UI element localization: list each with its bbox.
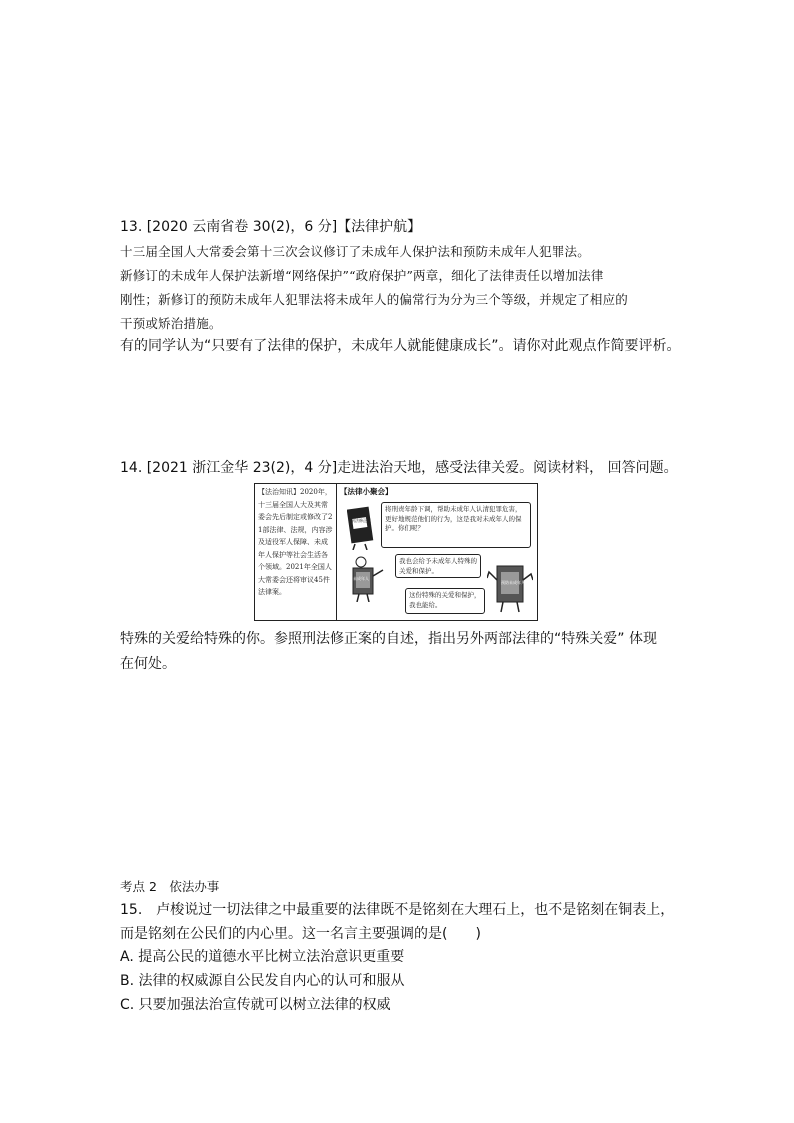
q13-material-line-2: 新修订的未成年人保护法新增“网络保护”“政府保护”两章，细化了法律责任以增加法律 bbox=[120, 268, 604, 283]
q14-question-line-2: 在何处。 bbox=[120, 656, 176, 672]
q13-header: 13. [2020 云南省卷 30(2)，6 分]【法律护航】 bbox=[120, 219, 422, 235]
speech-bubble-crime-prevention: 这份特殊的关爱和保护，我也能给。 bbox=[405, 588, 485, 614]
comic-left-text: 【法治知讯】2020年，十三届全国人大及其常委会先后制定或修改了21部法律、法规，内容涉及适役军人保障、未成年人保护等社会生活各个领域。2021年全国人大常委会还将审议45件法律案。 bbox=[258, 488, 333, 596]
book3-label: 预防未成年人 bbox=[501, 580, 525, 585]
q15-option-b: B. 法律的权威源自公民发自内心的认可和服从 bbox=[120, 973, 405, 989]
q13-question: 有的同学认为“只要有了法律的保护，未成年人就能健康成长”。请你对此观点作简要评析。 bbox=[120, 338, 681, 354]
section-title: 考点 2 依法办事 bbox=[120, 879, 220, 894]
comic-right-title: 【法律小聚会】 bbox=[340, 487, 393, 496]
q13-material-line-4: 干预或矫治措施。 bbox=[120, 316, 222, 331]
comic-illustration bbox=[254, 483, 538, 621]
book1-label: 刑法修正案 bbox=[351, 518, 371, 523]
q13-material-line-1: 十三届全国人大常委会第十三次会议修订了未成年人保护法和预防未成年人犯罪法。 bbox=[120, 244, 590, 259]
crime-prevention-book-figure bbox=[487, 562, 533, 616]
q15-option-a: A. 提高公民的道德水平比树立法治意识更重要 bbox=[120, 949, 405, 965]
comic-right-panel bbox=[337, 484, 537, 620]
q15-option-c: C. 只要加强法治宣传就可以树立法律的权威 bbox=[120, 997, 391, 1013]
speech-bubble-criminal-law: 将刑责年龄下调，帮助未成年人认清犯罪危害，更好地规范他们的行为，这是我对未成年人的保护。你们呢？ bbox=[381, 502, 531, 548]
book2-label: 未成年人 bbox=[353, 576, 369, 581]
speech-bubble-minor-protection: 我也会给予未成年人特殊的关爱和保护。 bbox=[395, 554, 481, 578]
criminal-law-book-figure bbox=[347, 506, 375, 550]
comic-left-panel bbox=[255, 484, 337, 620]
q13-material-line-3: 刚性；新修订的预防未成年人犯罪法将未成年人的偏常行为分为三个等级，并规定了相应的 bbox=[120, 292, 629, 307]
q14-header: 14. [2021 浙江金华 23(2)，4 分]走进法治天地，感受法律关爱。阅读材料， 回答问题。 bbox=[120, 460, 678, 476]
q15-line-2: 而是铭刻在公民们的内心里。这一名言主要强调的是( ) bbox=[120, 926, 481, 942]
q14-question-line-1: 特殊的关爱给特殊的你。参照刑法修正案的自述，指出另外两部法律的“特殊关爱” 体现 bbox=[120, 631, 657, 647]
q15-line-1: 15. 卢梭说过一切法律之中最重要的法律既不是铭刻在大理石上，也不是铭刻在铜表上， bbox=[120, 902, 675, 918]
